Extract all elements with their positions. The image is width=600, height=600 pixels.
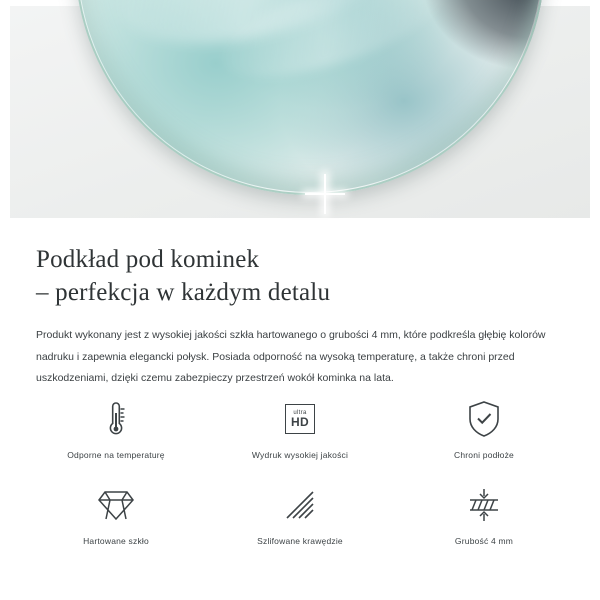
ultra-hd-badge-main: HD <box>291 415 309 429</box>
feature-label: Chroni podłoże <box>454 450 514 460</box>
feature-item-temperature <box>24 396 208 460</box>
feature-item-surface-protection <box>392 396 576 460</box>
ultra-hd-icon <box>285 396 315 442</box>
diamond-icon <box>97 482 135 528</box>
ultra-hd-badge-top: ultra <box>293 410 307 416</box>
thickness-icon <box>467 482 501 528</box>
hero-product-image <box>0 0 600 225</box>
body-paragraph: Produkt wykonany jest z wysokiej jakości szkła hartowanego o grubości 4 mm, które podkreśla głębię kolorów nadruku i zapewnia elegancki połysk. Posiada odporność na wysoką temperaturę, a także chroni przed uszkodzeniami, dzięki czemu zabezpieczy przestrzeń wokół kominka na lata. <box>36 329 546 385</box>
shield-check-icon <box>467 396 501 442</box>
feature-label: Odporne na temperaturę <box>67 450 165 460</box>
headline-line-1: Podkład pod kominek <box>36 246 260 273</box>
headline-line-2: – perfekcja w każdym detalu <box>36 279 331 306</box>
page-title <box>36 243 564 309</box>
thermometer-icon <box>103 396 129 442</box>
gloss-streak-icon <box>210 0 457 98</box>
feature-label: Grubość 4 mm <box>454 536 514 546</box>
feature-item-polished-edges <box>208 482 392 546</box>
feature-label: Hartowane szkło <box>83 536 149 546</box>
feature-label: Wydruk wysokiej jakości <box>251 450 349 460</box>
gloss-streak-icon <box>102 0 414 69</box>
feature-item-print-quality <box>208 396 392 460</box>
feature-item-tempered-glass <box>24 482 208 546</box>
text-block <box>0 225 600 390</box>
feature-label: Szlifowane krawędzie <box>257 536 343 546</box>
feature-grid <box>0 396 600 546</box>
feature-item-thickness <box>392 482 576 546</box>
polished-edge-icon <box>283 482 317 528</box>
